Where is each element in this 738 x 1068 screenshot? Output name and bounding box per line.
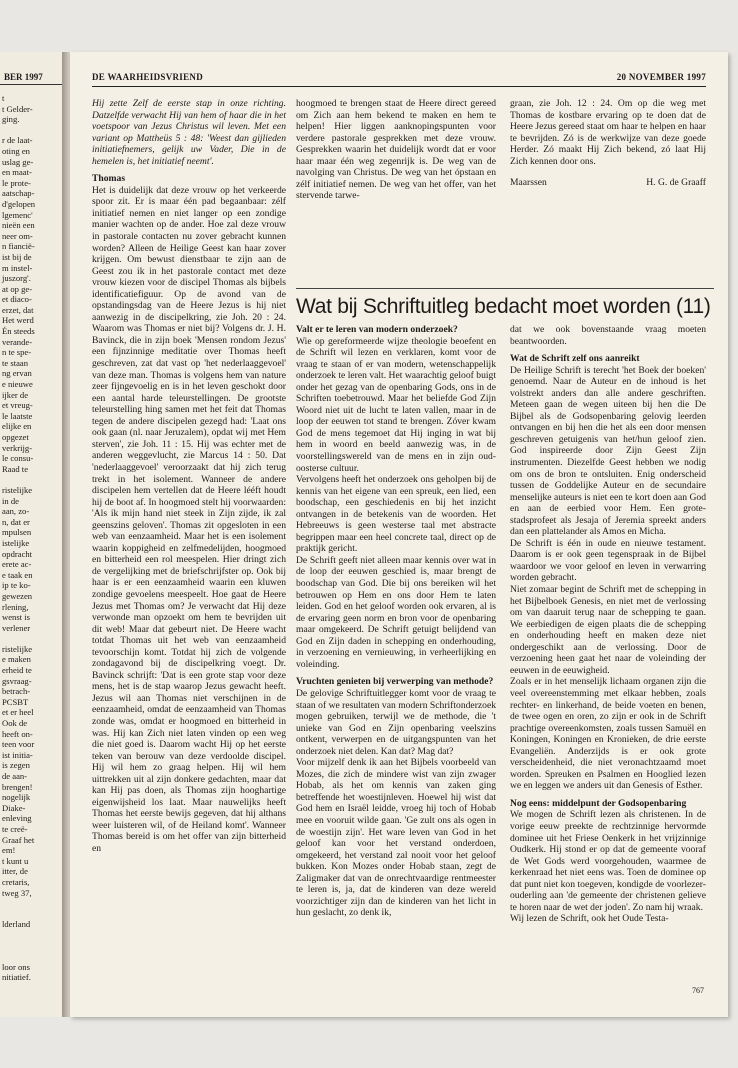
prev-page-line: e nieuwe bbox=[2, 379, 33, 390]
prev-page-line: Diake- bbox=[2, 802, 26, 813]
prev-page-line: nitiatief. bbox=[2, 972, 31, 983]
paragraph: Het is duidelijk dat deze vrouw op het verkeerde spoor zit. Er is maar één pad begaanbaar: zélf initiatief nemen en niet langer op een zondige manier wachten op de ander. Hoe zal deze vrouw in pastorale contacten nu zover gebracht kunnen worden? Alleen de Heilige Geest kan haar zover krijgen. Om bewust dienstbaar te zijn aan de Geest zou ik in het pastorale contact met deze vrouw kiezen voor de discipel Thomas als bijbels identificatiefiguur. Op de avond van de opstandingsdag van de Heere Jezus is hij niet aanwezig in de discipelkring, zie Joh. 20 : 24. Waarom was Thomas er niet bij? Volgens dr. J. H. Bavinck, die in zijn boek 'Mensen rondom Jezus' een fijnzinnige meditatie over Thomas heeft geschreven, zat dat vast op 'het nederlaaggevoel' van deze man. Thomas is volgens hem van nature zeer fijngevoelig en is in het leven geschokt door een aantal harde teleurstellingen. De grootste teleurstelling hing samen met het feit dat Thomas tegen de andere discipelen gezegd had: 'Laat ons ook gaan (nl. naar Jeruzalem), opdat wij met Hem sterven', zie Joh. 11 : 15. Hij was echter met de anderen weggevlucht, zie Marcus 14 : 50. Dat 'nederlaaggevoel' veroorzaakt dat hij zich terug trekt in het isolement. Wanneer de andere discipelen hem vertellen dat de Heere lééft houdt hij de boot af. In hoogmoed stelt hij voorwaarden: 'Als ik mijn hand niet steek in Zijn zijde, ik zal geenszins geloven'. Thomas zit opgesloten in een web van eenzaamheid. Maar het is een isolement waarin koppigheid en zelfmedelijden, hoogmoed en bitterheid een rol meespelen. Hier dringt zich de vergelijking met de briefschrijfster op. Ook bij haar is er een eenzaamheid waarin een kluwen zondige gevoelens meespeelt. Hoe gaat de Heere Jezus met Thomas om? Je verwacht dat Hij deze verwonde man opzoekt om hem te bevrijden uit dit web! Maar dat gebeurt niet. De Heere wacht totdat Thomas uit het web van eenzaamheid tevoorschijn komt. Totdat hij zich de volgende zondagavond bij de discipelkring voegt. Dr. Bavinck schrijft: 'Dat is een grote stap voor deze mens, het is de stap waarop Jezus gewacht heeft. Jezus wil aan Thomas niet verschijnen in de eenzaamheid, omdat de eenzaamheid van Thomas zonde was, omdat er hoogmoed en bitterheid in was. Hij kan Zich niet laten vinden op een weg die niet goed is. Daarom wacht Hij op het eerste teken van berouw van deze verdoolde discipel. Hij wil hem zo graag helpen. Hij wil hem uittrekken uit al zijn donkere gedachten, maar dat kan Hij pas doen, als Thomas zijn hooghartige eigenwijsheid los laat. Maar nauwelijks heeft Thomas het eerste bewijs gegeven, dat hij althans weer luisteren wil, of de Heiland komt'. Wanneer Thomas bereid is om het offer van zijn bitterheid en bbox=[92, 184, 286, 854]
prev-page-line: t kunt u bbox=[2, 855, 29, 866]
prev-page-line: erheid te bbox=[2, 665, 32, 676]
previous-page bbox=[0, 52, 63, 1017]
column-3-top bbox=[510, 98, 706, 189]
paragraph: De Schrift is één in oude en nieuwe testament. Daarom is er ook geen tegenspraak in de Bijbel waardoor we voor geloof en leven in verwarring worden gebracht. bbox=[510, 537, 706, 584]
paragraph: Niet zomaar begint de Schrift met de schepping in het Bijbelboek Genesis, en niet met de verlossing om van daaruit terug naar de schepping te gaan. We eerbiedigen de eigen plaats die de schepping en onderhouding heeft en maken deze niet ondergeschikt aan de verlossing. Door de verzoening heen gaat het naar de voleinding der eeuwen in de eeuwigheid. bbox=[510, 584, 706, 676]
paragraph: hoogmoed te brengen staat de Heere direct gereed om Zich aan hem bekend te maken en hem te helpen! Hier liggen aanknopingspunten voor verdere pastorale gesprekken met deze vrouw. Gesprekken waarin het duidelijk wordt dat er voor haar maar één weg zegenrijk is. De weg van de navolging van Christus. De weg van het ópstaan en zélf initiatief nemen. De weg van het offer, van het stervende tarwe- bbox=[296, 98, 496, 202]
paragraph: Zoals er in het menselijk lichaam organen zijn die veel overeenstemming met elkaar hebben, zoals rechter- en linkerhand, de beide voeten en benen, de twee ogen en oren, zo zijn er ook in de Schrift prachtige overeenkomsten, zoals tussen Samuël en Koningen, Koningen en Kronieken, de drie eerste Evangeliën. Anderzijds is er ook grote verscheidenheid, die niet veronachtzaamd moet worden. Spreuken en Psalmen en Hooglied lezen we en leggen we anders uit dan Genesis of Esther. bbox=[510, 676, 706, 792]
article-headline: Wat bij Schriftuitleg bedacht moet worden (11) bbox=[296, 295, 711, 318]
prev-page-line: istelijke bbox=[2, 537, 30, 548]
subheading: Wat de Schrift zelf ons aanreikt bbox=[510, 353, 640, 365]
prev-page-line: ijker de bbox=[2, 389, 29, 400]
prev-page-line: mpulsen bbox=[2, 527, 32, 538]
prev-page-line: Raad te bbox=[2, 463, 29, 474]
prev-page-line: heeft on- bbox=[2, 728, 33, 739]
subheading: Vruchten genieten bij verwerping van methode? bbox=[296, 676, 494, 688]
prev-page-line: tweg 37, bbox=[2, 887, 32, 898]
paragraph: Wij lezen de Schrift, ook het Oude Testa- bbox=[510, 913, 669, 925]
prev-page-line: lderland bbox=[2, 919, 31, 930]
prev-page-line: gewezen bbox=[2, 590, 33, 601]
prev-page-line: uslag ge- bbox=[2, 156, 34, 167]
prev-page-line: nogelijk bbox=[2, 792, 31, 803]
prev-page-line: itter, de bbox=[2, 866, 28, 877]
prev-page-line: aan, zo- bbox=[2, 506, 30, 517]
publication-name: DE WAARHEIDSVRIEND bbox=[92, 72, 204, 82]
prev-page-line: de aan- bbox=[2, 771, 28, 781]
prev-page-line: ist bij de bbox=[2, 251, 32, 262]
prev-page-line: brengen! bbox=[2, 781, 33, 792]
subheading: Nog eens: middelpunt der Godsopenbaring bbox=[510, 797, 687, 809]
prev-page-line: le laatste bbox=[2, 410, 33, 421]
prev-page-line bbox=[0, 125, 62, 136]
prev-page-line: gsvraag- bbox=[2, 675, 32, 686]
prev-page-line: opdracht bbox=[2, 548, 33, 559]
prev-page-line: verlener bbox=[2, 622, 31, 633]
prev-page-line: e maken bbox=[2, 654, 31, 665]
prev-page-line: Graaf het bbox=[2, 834, 35, 845]
issue-date: 20 NOVEMBER 1997 bbox=[616, 72, 706, 82]
subheading: Valt er te leren van modern onderzoek? bbox=[296, 324, 458, 335]
subheading-thomas: Thomas bbox=[92, 173, 126, 185]
prev-page-line: r de laat- bbox=[2, 135, 33, 146]
prev-page-line: n fiancië- bbox=[2, 241, 35, 252]
paragraph: De gelovige Schriftuitlegger komt voor de vraag te staan of we resultaten van modern Schriftonderzoek mogen gebruiken, terwijl we de methode, die 't unieke van God en Zijn openbaring veelszins ontkent, verwerpen en de uitgangspunten van het onderzoek niet delen. Kan dat? Mag dat? bbox=[296, 687, 496, 757]
prev-page-line: et er heel bbox=[2, 707, 34, 718]
prev-page-line bbox=[0, 909, 62, 920]
prev-page-line: cretaris, bbox=[2, 876, 30, 887]
article-divider bbox=[296, 288, 714, 289]
prev-page-line: loor ons bbox=[2, 961, 30, 972]
prev-page-line: te staan bbox=[2, 357, 29, 368]
prev-page-line: at op ge- bbox=[2, 283, 33, 294]
paragraph: De Heilige Schrift is terecht 'het Boek der boeken' genoemd. Naar de Auteur en de inhoud is het volstrekt anders dan alle andere geschriften. Meteen gaan de wegen uiteen bij hen die De Bijbel als de Godsopenbaring gelovig leerden ontvangen en bij hen die het als een door mensen geschreven getuigenis van het/hun geloof zien. God inspireerde door Zijn Geest Zijn instrumenten. Diezelfde Geest hebben we nodig om ons de bron te ontsluiten. Enig onderscheid tussen de Goddelijke Auteur en de secundaire menselijke auteurs is niet een te kort doen aan God en aan de eerbied voor Hem. Een grote-stadsprofeet als Jesaja of Jeremia spreekt anders dan een plattelander als Amos en Micha. bbox=[510, 364, 706, 538]
prev-page-line bbox=[0, 941, 62, 952]
prev-page-line: Het werd bbox=[2, 315, 34, 326]
prev-page-line: in de bbox=[2, 495, 19, 506]
prev-page-line: juszorg'. bbox=[2, 273, 31, 284]
prev-page-line bbox=[0, 474, 62, 485]
prev-page-line: ristelijke bbox=[2, 484, 33, 495]
prev-page-line: en maat- bbox=[2, 167, 32, 178]
prev-page-line: lgemenc' bbox=[2, 209, 33, 220]
prev-page-line bbox=[0, 633, 62, 644]
prev-page-line: et diaco- bbox=[2, 294, 32, 305]
prev-page-line: t bbox=[2, 93, 5, 103]
newspaper-page bbox=[70, 52, 728, 1017]
prev-page-line: opgezet bbox=[2, 432, 29, 442]
prev-page-line: oting en bbox=[2, 145, 30, 156]
prev-page-line: ristelijke bbox=[2, 643, 33, 654]
page-number: 767 bbox=[692, 986, 704, 995]
prev-page-line: erzet, dat bbox=[2, 304, 34, 315]
paragraph: graan, zie Joh. 12 : 24. Om op die weg met Thomas de kostbare ervaring op te doen dat de Heere Jezus gereed staat om haar te helpen en haar te bevrijden. Zó is de werkwijze van deze goede Herder. Zó maakt Hij Zich bekend, zó laat Hij Zich kennen door ons. bbox=[510, 98, 706, 167]
prev-page-line: m instel- bbox=[2, 262, 33, 273]
prev-page-line: ng ervan bbox=[2, 368, 32, 379]
prev-page-line: n te spe- bbox=[2, 347, 32, 358]
prev-page-line: ip te ko- bbox=[2, 580, 31, 591]
paragraph: Vervolgens heeft het onderzoek ons geholpen bij de kennis van het eigene van een spreuk, een lied, een boodschap, een geschiedenis en bij het inzicht ontvangen in de betekenis van de woorden. Het Hebreeuws is geen westerse taal met abstracte begrippen maar een heel concrete taal, direct op de praktijk gericht. bbox=[296, 474, 496, 555]
column-2-top bbox=[296, 98, 496, 202]
prev-page-line: d'gelopen bbox=[2, 198, 36, 209]
paragraph: Wie op gereformeerde wijze theologie beoefent en de Schrift wil lezen en verklaren, komt voor de vraag te staan of er van modern, wetenschappelijk onderzoek te leren valt. Het waarachtig geloof buigt onder het gezag van de openbaring Gods, ons in de Schriften toebetrouwd. Maar het beliefde God Zijn Woord niet uit de lucht te laten vallen, maar in de loop der eeuwen tot stand te brengen. Zóver kwam God de mens tegemoet dat Hij inging in wat bij hem in woord en beeld aanwezig was, in de voorstellingswereld van de mens en in zijn oud-oosterse cultuur. bbox=[296, 335, 496, 474]
signature-author: H. G. de Graaff bbox=[646, 177, 706, 189]
prev-page-line: ging. bbox=[2, 114, 20, 125]
prev-page-line: le consu- bbox=[2, 453, 34, 464]
column-2 bbox=[296, 324, 496, 919]
paragraph: dat we ook bovenstaande vraag moeten beantwoorden. bbox=[510, 324, 706, 347]
prev-page-lines bbox=[0, 93, 62, 983]
book-gutter bbox=[62, 52, 70, 1017]
prev-page-line: em! bbox=[2, 845, 16, 856]
prev-page-line: te creë- bbox=[2, 823, 28, 834]
prev-page-line: et vreug- bbox=[2, 400, 33, 411]
prev-page-line bbox=[0, 951, 62, 962]
prev-page-line: PCSBT bbox=[2, 696, 29, 707]
prev-page-line: rlening, bbox=[2, 601, 29, 612]
prev-page-line: verande- bbox=[2, 336, 33, 347]
page-header bbox=[92, 72, 706, 87]
prev-page-line: t Gelder- bbox=[2, 103, 33, 114]
prev-page-line: Én steeds bbox=[2, 326, 35, 337]
signature-place: Maarssen bbox=[510, 177, 547, 189]
prev-page-line: betrach- bbox=[2, 686, 31, 697]
prev-page-line: erete ac- bbox=[2, 559, 32, 570]
paragraph: De Schrift geeft niet alleen maar kennis over wat in de loop der eeuwen geschied is, maar brengt de boodschap van God. Die bij ons bereiken wil het betrouwen op Hem en ons door Hem te laten leiden. God en het geloof worden ook ervaren, al is de ervaring geen norm en bron voor de openbaring maar omgekeerd. De Schrift getuigt belijdend van God en Zijn daden in schepping en onderhouding, in verzoening en vernieuwing, in verheerlijking en voleinding. bbox=[296, 554, 496, 670]
prev-page-header: BER 1997 bbox=[4, 72, 43, 82]
prev-page-line: teen voor bbox=[2, 739, 35, 750]
prev-page-line: le prote- bbox=[2, 177, 31, 188]
prev-page-line: is zegen bbox=[2, 760, 30, 771]
prev-page-rule bbox=[0, 84, 62, 85]
prev-page-line: ist initia- bbox=[2, 749, 33, 760]
prev-page-line: nieën een bbox=[2, 220, 35, 231]
column-1 bbox=[92, 98, 286, 855]
prev-page-line bbox=[0, 930, 62, 941]
prev-page-line: neer om- bbox=[2, 230, 33, 241]
prev-page-line: enleving bbox=[2, 813, 32, 824]
prev-page-line: aatschap- bbox=[2, 188, 35, 199]
prev-page-line: n, dat er bbox=[2, 516, 30, 527]
prev-page-line: elijke en bbox=[2, 421, 32, 432]
prev-page-line: verkrijg- bbox=[2, 442, 33, 453]
paragraph: Voor mijzelf denk ik aan het Bijbels voorbeeld van Mozes, die zich de mindere wist van zijn zwager Hobab, als het om kennis van zaken ging betreffende het woestijnleven. Hoewel hij wist dat God hem en Israël leidde, vroeg hij toch of Hobab mee en vooruit wilde gaan. 'Ge zult ons als ogen in de woestijn zijn'. Het ware leven van God in het geloof kan voor het verstand onderdoen, omgekeerd, het verstand zal nooit voor het geloof bukken. Kon Mozes onder Hobab staan, zegt de Zaligmaker dat van de onrechtvaardige rentmeester te leren is, ja, dat de kinderen van deze wereld voorzichtiger zijn dan de kinderen van het licht in hun geslacht, zo denk ik, bbox=[296, 757, 496, 919]
prev-page-line bbox=[0, 898, 62, 909]
prev-page-line: wenst is bbox=[2, 612, 30, 623]
prev-page-line: Ook de bbox=[2, 718, 28, 729]
signature bbox=[510, 177, 706, 189]
paragraph: We mogen de Schrift lezen als christenen. In de vorige eeuw preekte de rechtzinnige hervormde dominee uit het Friese Oenkerk in het vrijzinnige Oudkerk. Hij stond er op dat de gemeente vooraf de Wet Gods werd voorgehouden, waarmee de kerkenraad het niet eens was. Toen de dominee op dat punt niet kon toegeven, kondigde de voorlezer-ouderling aan 'de gemeente der christenen gelieve te horen naar de wet der joden'. Zo nam hij wraak. bbox=[510, 809, 706, 913]
column-3 bbox=[510, 324, 706, 925]
prev-page-line: e taak en bbox=[2, 569, 33, 580]
paragraph: Hij zette Zelf de eerste stap in onze richting. Datzelfde verwacht Hij van hem of haar die in het voetspoor van Jezus Christus wil leven. Met een variant op Mattheüs 5 : 48: 'Weest dan gijlieden initiatiefnemers, gelijk uw Vader, Die in de hemelen is, het initiatief neemt'. bbox=[92, 98, 286, 167]
